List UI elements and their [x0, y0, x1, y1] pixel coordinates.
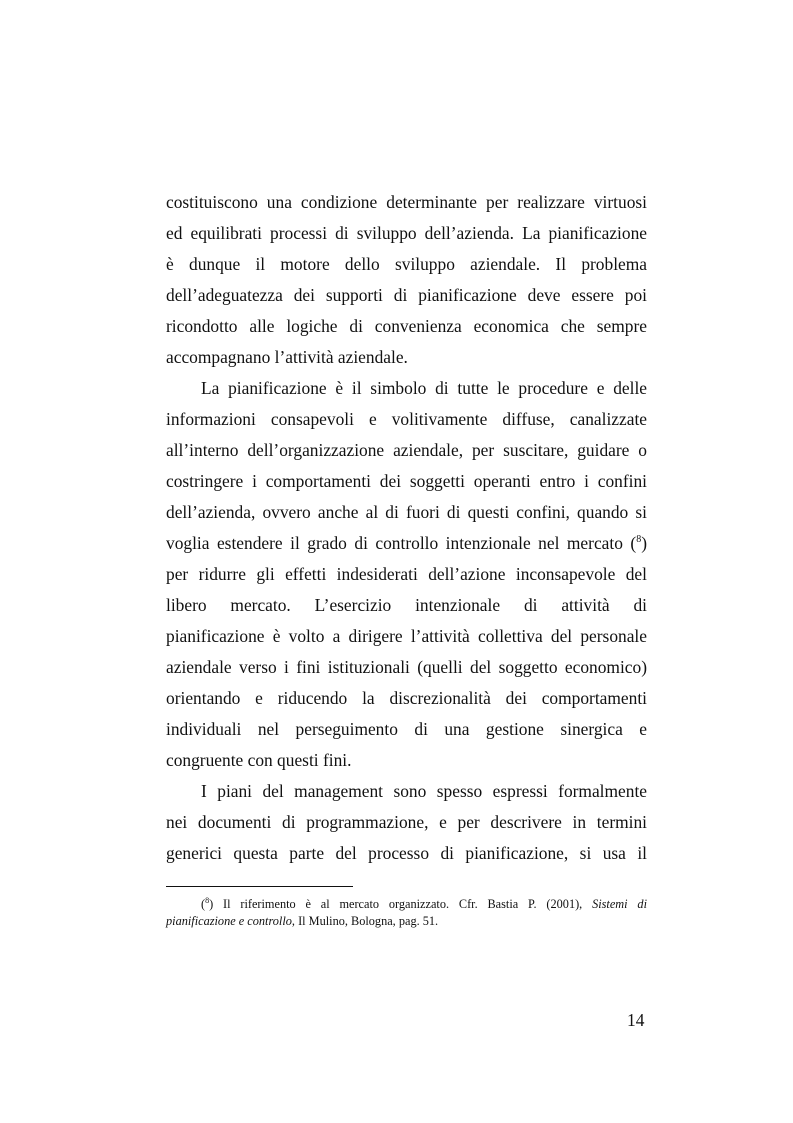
- text-line: pianificazione è volto a dirigere l’attività collettiva del personale: [166, 626, 647, 646]
- text-line: libero mercato. L’esercizio intenzionale di attività di: [166, 595, 647, 615]
- text-line: per ridurre gli effetti indesiderati dell’azione inconsapevole del: [166, 564, 647, 584]
- text-line: orientando e riducendo la discrezionalità dei comportamenti: [166, 688, 647, 708]
- text-line: ricondotto alle logiche di convenienza economica che sempre: [166, 316, 647, 336]
- text-line: è dunque il motore dello sviluppo aziendale. Il problema: [166, 254, 647, 274]
- text-line: congruente con questi fini.: [166, 750, 352, 770]
- text-segment: voglia estendere il grado di controllo intenzionale nel mercato (: [166, 533, 637, 553]
- text-line: individuali nel perseguimento di una gestione sinergica e: [166, 719, 647, 739]
- text-segment: ) Il riferimento è al mercato organizzato. Cfr. Bastia P. (2001),: [209, 897, 593, 911]
- text-segment: , Il Mulino, Bologna, pag. 51.: [291, 914, 439, 928]
- text-line: La pianificazione è il simbolo di tutte le procedure e delle: [201, 378, 647, 398]
- text-segment: (: [201, 897, 206, 911]
- text-line: all’interno dell’organizzazione aziendale, per suscitare, guidare o: [166, 440, 647, 460]
- page-number: 14: [627, 1010, 645, 1030]
- text-line: informazioni consapevoli e volitivamente diffuse, canalizzate: [166, 409, 647, 429]
- footnote-number: 8: [205, 896, 210, 905]
- text-line: [166, 533, 647, 553]
- text-segment: ): [641, 533, 647, 553]
- text-line: dell’azienda, ovvero anche al di fuori di questi confini, quando si: [166, 502, 647, 522]
- text-line: costituiscono una condizione determinante per realizzare virtuosi: [166, 192, 647, 212]
- text-line: I piani del management sono spesso espressi formalmente: [201, 781, 647, 801]
- text-line: costringere i comportamenti dei soggetti operanti entro i confini: [166, 471, 647, 491]
- footnote-separator: [166, 886, 353, 887]
- book-title: Sistemi di: [592, 897, 647, 911]
- text-line: accompagnano l’attività aziendale.: [166, 347, 408, 367]
- footnote-line: [166, 913, 647, 929]
- footnote-reference[interactable]: 8: [636, 534, 642, 545]
- text-line: generici questa parte del processo di pianificazione, si usa il: [166, 843, 647, 863]
- text-line: ed equilibrati processi di sviluppo dell’azienda. La pianificazione: [166, 223, 647, 243]
- text-line: nei documenti di programmazione, e per descrivere in termini: [166, 812, 647, 832]
- text-line: dell’adeguatezza dei supporti di pianificazione deve essere poi: [166, 285, 647, 305]
- text-line: aziendale verso i fini istituzionali (quelli del soggetto economico): [166, 657, 647, 677]
- book-title: pianificazione e controllo: [166, 914, 292, 928]
- footnote-line: [201, 896, 647, 912]
